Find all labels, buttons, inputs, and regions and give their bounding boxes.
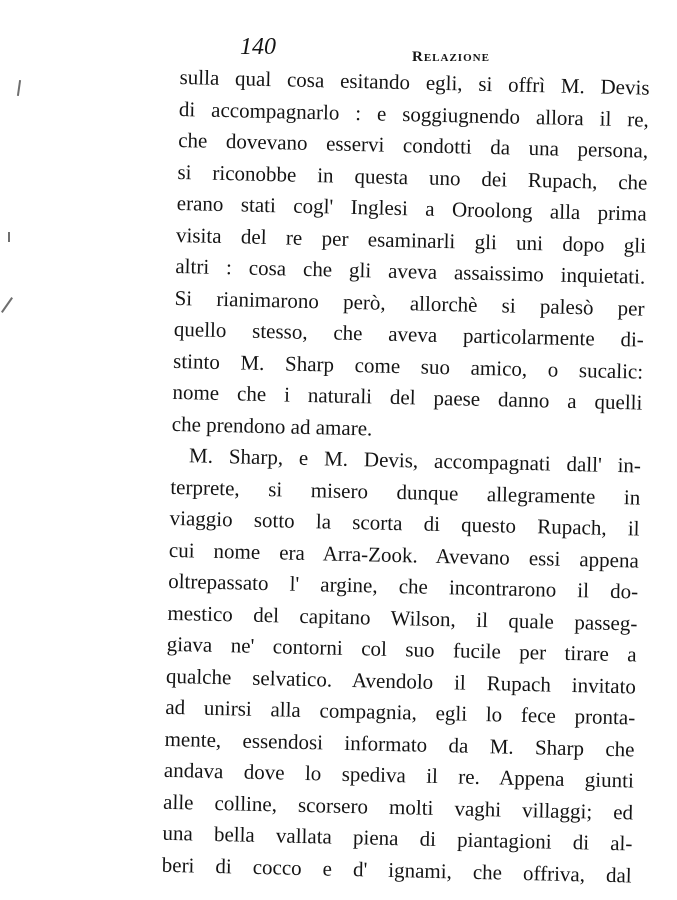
text-line: beri di cocco e d' ignami, che offriva, dal: [161, 852, 632, 887]
page-number: 140: [240, 34, 276, 60]
body-text: [161, 62, 649, 891]
text-line: sulla qual cosa esitando egli, si offrì M. Devis: [179, 64, 650, 100]
text-line: visita del re per esaminarli gli uni dopo gli: [175, 222, 647, 258]
text-line: Si rianimarono però, allorchè si palesò per: [174, 285, 645, 321]
text-line: qualche selvatico. Avendolo il Rupach invitato: [165, 663, 637, 699]
text-line: erano stati cogl' Inglesi a Oroolong alla prima: [176, 190, 647, 226]
running-head: Relazione: [412, 49, 490, 65]
text-line: una bella vallata piena di piantagioni di al-: [162, 820, 633, 856]
text-line: ad unirsi alla compagnia, egli lo fece pronta-: [165, 694, 636, 730]
text-line: nome che i naturali del paese danno a quelli: [172, 379, 643, 415]
text-line: mente, essendosi informato da M. Sharp che: [164, 726, 635, 761]
margin-mark: [17, 80, 21, 96]
text-line: andava dove lo spediva il re. Appena giunti: [163, 757, 635, 793]
text-line: di accompagnarlo : e soggiugnendo allora il re,: [178, 96, 650, 132]
text-line: M. Sharp, e M. Devis, accompagnati dall' in-: [188, 443, 642, 478]
text-line: giava ne' contorni col suo fucile per tirare a: [166, 631, 637, 667]
text-line: quello stesso, che aveva particolarmente di-: [173, 316, 645, 352]
text-line: viaggio sotto la scorta di questo Rupach, il: [169, 505, 640, 541]
text-line: mestico del capitano Wilson, il quale passeg-: [167, 600, 638, 636]
margin-mark: [8, 232, 10, 242]
text-line: terprete, si misero dunque allegramente in: [170, 474, 641, 510]
text-line: si riconobbe in questa uno dei Rupach, che: [177, 159, 648, 195]
text-line: altri : cosa che gli aveva assaissimo inquietati.: [175, 253, 646, 289]
text-line: stinto M. Sharp come suo amico, o sucalic:: [172, 348, 644, 384]
text-line: alle colline, scorsero molti vaghi villaggi; ed: [162, 789, 634, 824]
text-line: oltrepassato l' argine, che incontrarono il do-: [167, 568, 639, 604]
text-line: che dovevano esservi condotti da una persona,: [177, 127, 649, 163]
text-line: che prendono ad amare.: [171, 411, 373, 440]
text-line: cui nome era Arra-Zook. Avevano essi appena: [168, 537, 640, 573]
margin-mark: [1, 297, 13, 313]
